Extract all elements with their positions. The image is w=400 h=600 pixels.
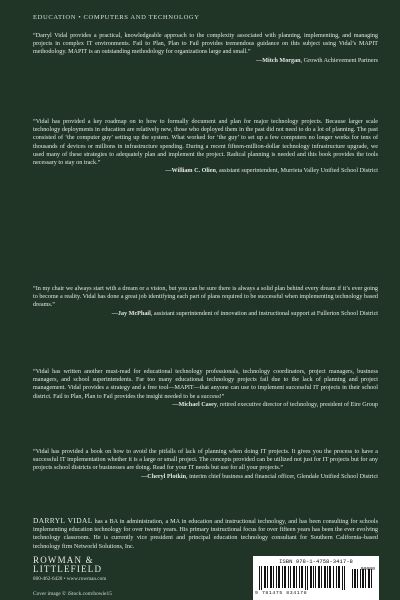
endorsement-text: “Vidal has written another must-read for educational technology professionals, technology coordinators, project managers, business managers, and school superintendents. Far too many educational technology projects fail due to the lack of planning and project management. Vidal provides a strategy and a free tool—MAPIT—that anyone can use to implement successful IT projects in their school district. Fail to Plan, Plan to Fail provides the insight needed to be a success!” (33, 369, 378, 400)
endorsement-1 (33, 32, 378, 65)
endorsement-attribution (33, 57, 378, 65)
endorser-role: , Growth Achievement Partners (300, 57, 378, 64)
endorsement-text: “Vidal has provided a key roadmap on to how to formally document and plan for major technology projects. Because larger scale technology deployments in education are relatively new, those who deployed them in the past did not need to do a lot of planning. The past consisted of ‘the computer guy’ setting up the system. What worked for ‘the guy’ to set up a few computers no longer works for tens of thousands of devices or millions in infrastructure spending. During a recent fifteen-million-dollar technology infrastructure upgrade, we used many of these strategies to adequately plan and implement the project. Radical planning is needed and this book provides the tools necessary to stay on track.” (33, 119, 378, 167)
endorser-name: —Mitch Morgan (256, 57, 301, 64)
barcode-icon (257, 566, 375, 590)
isbn-text: ISBN 978-1-4758-3417-8 (279, 558, 353, 565)
endorsement-attribution (33, 401, 378, 409)
publisher-name-line1: ROWMAN & (33, 555, 94, 565)
endorser-role: , interim chief business and financial officer, Glendale Unified School District (186, 473, 378, 480)
endorser-name: —William C. Olien (165, 168, 216, 175)
publisher-contact: 800-462-6420 • www.rowman.com (33, 576, 107, 582)
endorsement-text: “Vidal has provided a book on how to avoid the pitfalls of lack of planning when doing IT projects. It gives you the process to have a successful IT implementation whether it is a large or small project. The concepts provided can be utilized not just for IT projects but for any projects school districts or businesses are doing. Read for your IT needs but use for all your projects.” (33, 449, 378, 472)
publisher-name-line2: LITTLEFIELD (33, 564, 103, 574)
endorsement-2 (33, 118, 378, 175)
endorsement-5 (33, 448, 378, 481)
author-bio (33, 517, 378, 551)
endorser-role: , retired executive director of technology, president of Eire Group (216, 401, 378, 408)
endorsement-text: “Darryl Vidal provides a practical, knowledgeable approach to the complexity associated with planning, implementing, and managing projects in complex IT environments. Fail to Plan, Plan to Fail provides tremendous guidance on this subject using Vidal’s MAPIT methodology. MAPIT is an outstanding methodology for organizations large and small.” (33, 33, 378, 56)
author-bio-text: has a BA in administration, a MA in education and instructional technology, and has been consulting for schools implementing education technology for over twenty years. His primary instructional focus for over fifteen years has been the ever evolving technology classroom. He is currently vice president and principal education technology consultant for Southern California–based technology firm Networld Solutions, Inc. (33, 519, 378, 550)
author-name: DARRYL VIDAL (33, 516, 93, 525)
cover-image-credit: Cover image © iStock.com/bowie15 (33, 591, 112, 597)
barcode-digits: 9 781475 834178 (255, 591, 308, 596)
endorser-name: —Jay McPhail (111, 310, 151, 317)
barcode-panel (253, 556, 379, 600)
endorser-role: , assistant superintendent, Murrieta Valley Unified School District (215, 168, 378, 175)
endorsement-attribution (33, 473, 378, 481)
endorsement-3 (33, 285, 378, 318)
price-code: 90000 (360, 567, 375, 572)
endorser-name: —Cheryl Plotkin (141, 473, 186, 480)
endorser-name: —Michael Casey (172, 401, 217, 408)
endorsement-attribution (33, 167, 378, 175)
endorsement-text: “In my chair we always start with a dream or a vision, but you can be sure there is always a solid plan behind every dream if it’s ever going to become a reality. Vidal has done a great job identifying each part of plans required to be successful when implementing technology based dreams.” (33, 286, 378, 309)
endorsement-4 (33, 368, 378, 409)
endorsement-attribution (33, 310, 378, 318)
category-label: EDUCATION • COMPUTERS AND TECHNOLOGY (33, 14, 200, 21)
endorser-role: , assistant superintendent of innovation and instructional support at Fullerton School District (150, 310, 378, 317)
publisher-logo (33, 556, 102, 574)
